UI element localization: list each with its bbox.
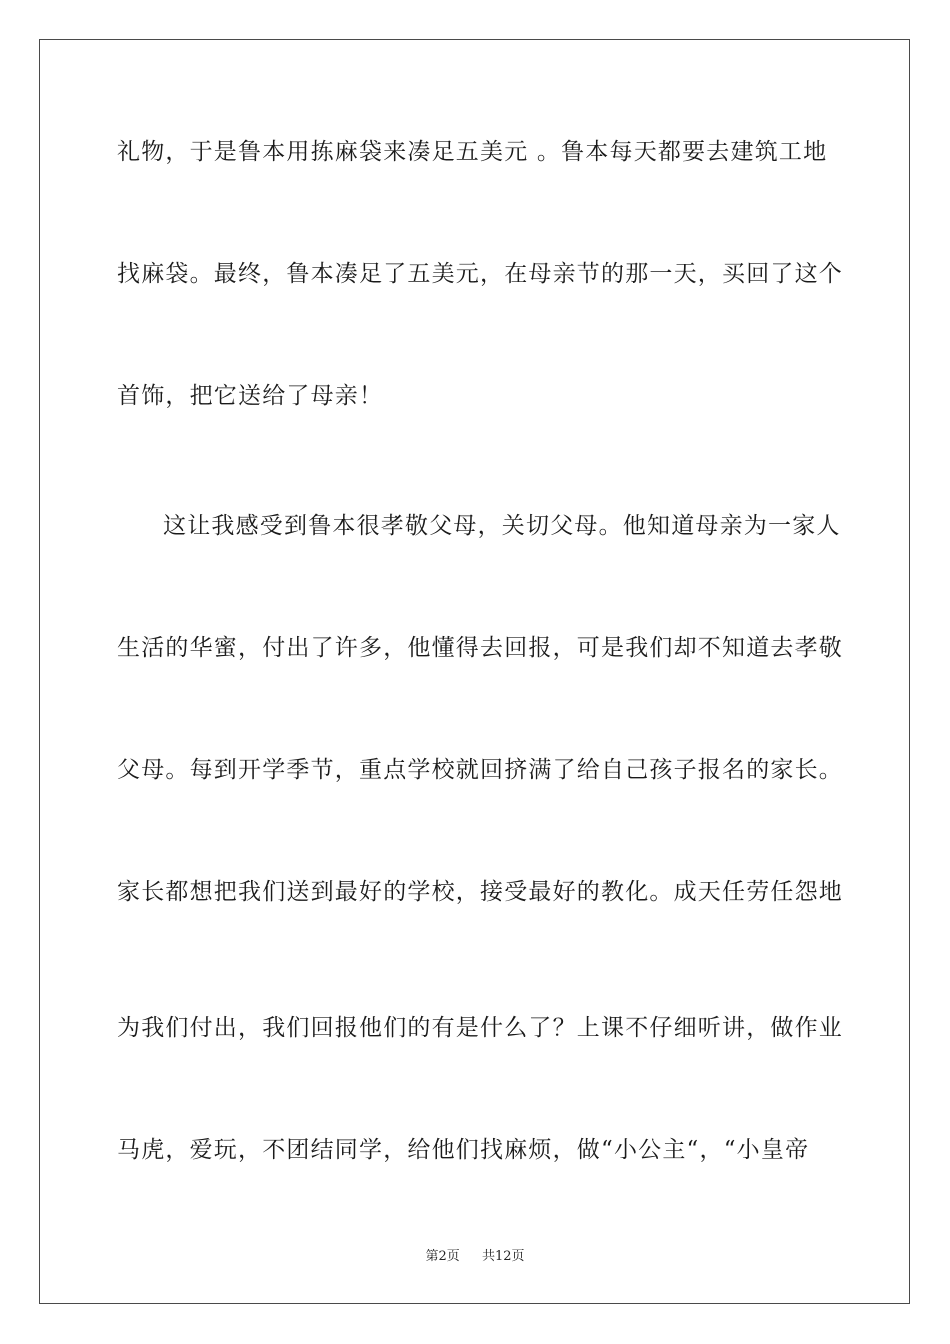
page-footer: [0, 1248, 950, 1266]
text-line: 马虎，爱玩，不团结同学，给他们找麻烦，做“小公主“，“小皇帝: [117, 1137, 810, 1163]
page-number: 第2页: [425, 1249, 460, 1264]
text-line: 父母。每到开学季节，重点学校就回挤满了给自己孩子报名的家长。: [117, 757, 843, 783]
text-line: 生活的华蜜，付出了许多，他懂得去回报，可是我们却不知道去孝敬: [117, 635, 843, 661]
text-line: 礼物，于是鲁本用拣麻袋来凑足五美元 。鲁本每天都要去建筑工地: [117, 139, 828, 165]
page-total: 共12页: [482, 1249, 525, 1264]
paragraph-first-line: 这让我感受到鲁本很孝敬父母，关切父母。他知道母亲为一家人: [163, 513, 841, 539]
text-line: 家长都想把我们送到最好的学校，接受最好的教化。成天任劳任怨地: [117, 879, 843, 905]
text-line: 找麻袋。最终，鲁本凑足了五美元，在母亲节的那一天，买回了这个: [117, 261, 843, 287]
page-border: [39, 39, 910, 1304]
text-line: 首饰，把它送给了母亲！: [117, 383, 384, 409]
text-line: 为我们付出，我们回报他们的有是什么了？上课不仔细听讲，做作业: [117, 1015, 843, 1041]
